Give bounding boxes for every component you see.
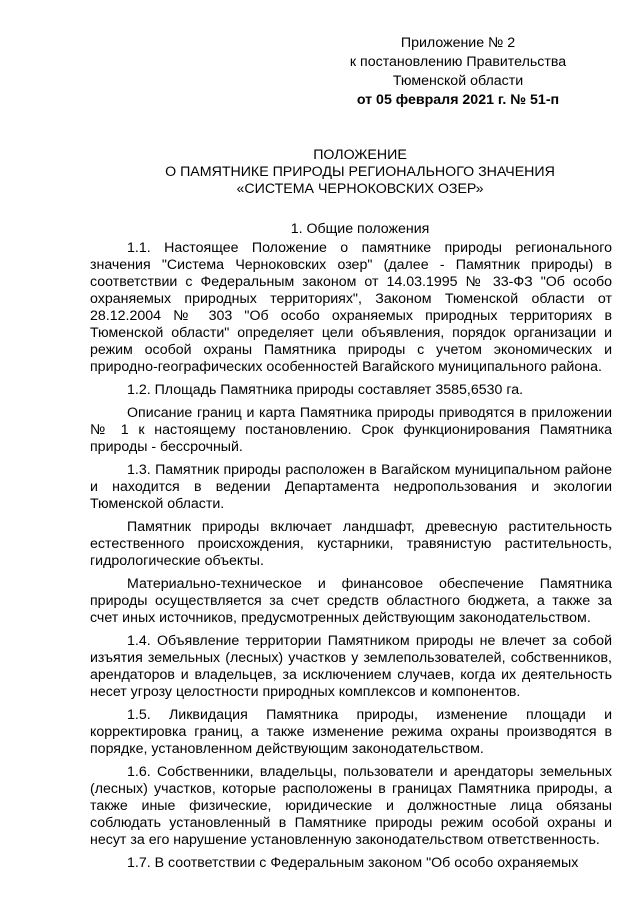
title-line-3: «СИСТЕМА ЧЕРНОКОВСКИХ ОЗЕР» (236, 181, 484, 197)
document-body (90, 240, 612, 872)
appendix-date: от 05 февраля 2021 г. № 51-п (356, 92, 560, 108)
appendix-region: Тюменской области (392, 73, 524, 89)
paragraph: Памятник природы включает ландшафт, древесную растительность естественного происхождения, кустарники, травянистую растительность, гидрологические объекты. (90, 519, 612, 569)
paragraph: Материально-техническое и финансовое обеспечение Памятника природы осуществляется за счет средств областного бюджета, а также за счет иных источников, предусмотренных действующим законодательством. (90, 576, 612, 626)
paragraph: 1.5. Ликвидация Памятника природы, изменение площади и корректировка границ, а также изменение режима охраны производятся в порядке, установленном действующим законодательством. (90, 707, 612, 757)
paragraph: 1.3. Памятник природы расположен в Вагайском муниципальном районе и находится в ведении Департамента недропользования и экологии Тюменской области. (90, 462, 612, 512)
paragraph: 1.6. Собственники, владельцы, пользователи и арендаторы земельных (лесных) участков, которые расположены в границах Памятника природы, а также иные физические, юридические и должностные лица обязаны соблюдать установленный в Памятнике природы режим особой охраны и несут за его нарушение установленную законодательством ответственность. (90, 764, 612, 848)
section-heading: 1. Общие положения (290, 221, 430, 237)
document-title (80, 147, 640, 198)
paragraph: Описание границ и карта Памятника природы приводятся в приложении № 1 к настоящему постановлению. Срок функционирования Памятника природы - бессрочный. (90, 405, 612, 455)
paragraph: 1.2. Площадь Памятника природы составляет 3585,6530 га. (127, 382, 524, 398)
paragraph: 1.4. Объявление территории Памятником природы не влечет за собой изъятия земельных (лесных) участков у землепользователей, собственников, арендаторов и владельцев, за исключением случаев, когда их деятельность несет угрозу целостности природных комплексов и компонентов. (90, 633, 612, 700)
appendix-header (328, 34, 588, 110)
paragraph: 1.7. В соответствии с Федеральным законом "Об особо охраняемых (127, 855, 579, 871)
title-line-2: О ПАМЯТНИКЕ ПРИРОДЫ РЕГИОНАЛЬНОГО ЗНАЧЕНИЯ (165, 164, 555, 180)
appendix-reference: к постановлению Правительства (349, 54, 567, 70)
title-line-1: ПОЛОЖЕНИЕ (313, 147, 407, 163)
appendix-number: Приложение № 2 (400, 35, 516, 51)
paragraph: 1.1. Настоящее Положение о памятнике природы регионального значения "Система Черноковских озер" (далее - Памятник природы) в соответствии с Федеральным законом от 14.03.1995 № 33-ФЗ "Об особо охраняемых природных территориях", Законом Тюменской области от 28.12.2004 № 303 "Об особо охраняемых природных территориях в Тюменской области" определяет цели объявления, порядок организации и режим особой охраны Памятника природы с учетом экономических и природно-географических особенностей Вагайского муниципального района. (90, 240, 612, 375)
